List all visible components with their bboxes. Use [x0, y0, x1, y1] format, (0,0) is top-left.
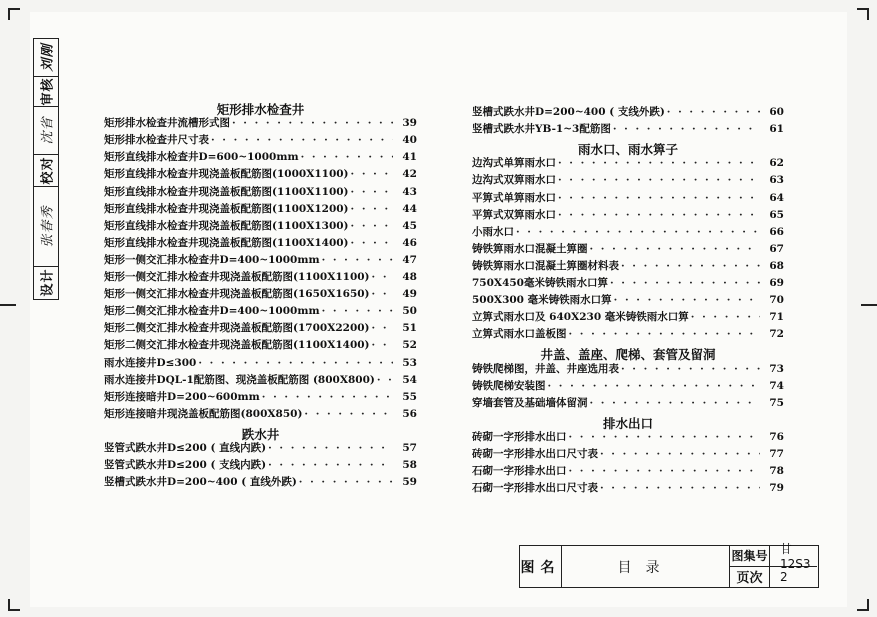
toc-entry-title: 矩形二侧交汇排水检查井现浇盖板配筋图(1100X1400): [104, 339, 370, 352]
toc-entry[interactable]: [104, 320, 417, 336]
dot-leader: [268, 440, 393, 456]
toc-entry-page: 60: [769, 106, 784, 118]
toc-entry-page: 53: [402, 356, 417, 369]
toc-entry-title: 矩形直线排水检查井现浇盖板配筋图(1000X1100): [104, 168, 349, 181]
title-block: [519, 542, 819, 588]
toc-entry[interactable]: [472, 224, 784, 240]
toc-entry-page: 65: [769, 208, 784, 221]
toc-entry-title: 竖槽式跌水井D=200~400 ( 支线外跌): [472, 106, 665, 118]
toc-entry[interactable]: [104, 218, 417, 234]
dot-leader: [351, 166, 393, 182]
design-signature: 张春秀: [34, 187, 58, 267]
toc-entry-page: 67: [769, 242, 784, 255]
toc-entry-title: 矩形直线排水检查井现浇盖板配筋图(1100X1400): [104, 236, 349, 249]
toc-entry-title: 平箅式双箅雨水口: [472, 208, 556, 221]
dot-leader: [304, 406, 393, 422]
crop-mark: [8, 8, 20, 20]
toc-entry[interactable]: [104, 389, 417, 405]
toc-entry-title: 矩形排水检查井流槽形式图: [104, 117, 230, 130]
toc-entry-title: 矩形一侧交汇排水检查井D=400~1000mm: [104, 253, 320, 266]
dot-leader: [351, 201, 393, 217]
toc-entry-title: 矩形直线排水检查井现浇盖板配筋图(1100X1200): [104, 202, 349, 215]
dot-leader: [558, 190, 760, 206]
toc-entry-page: 76: [769, 430, 784, 443]
toc-entry-page: 64: [769, 191, 784, 204]
dot-leader: [621, 361, 760, 377]
review-label: 审核: [34, 77, 58, 107]
toc-entry-page: 69: [769, 277, 784, 289]
toc-entry-page: 62: [769, 157, 784, 170]
toc-entry-page: 57: [402, 442, 417, 454]
toc-entry-page: 45: [402, 219, 417, 232]
toc-entry[interactable]: [472, 172, 784, 188]
toc-entry-title: 矩形二侧交汇排水检查井D=400~1000mm: [104, 305, 320, 318]
dot-leader: [613, 121, 760, 137]
toc-entry-page: 52: [402, 339, 417, 352]
toc-entry[interactable]: [104, 337, 417, 353]
toc-entry-title: 铸铁箅雨水口混凝土箅圈材料表: [472, 259, 619, 272]
dot-leader: [667, 104, 760, 120]
toc-entry-title: 立箅式雨水口盖板图: [472, 328, 567, 341]
toc-entry[interactable]: [472, 190, 784, 206]
dot-leader: [569, 326, 761, 342]
toc-entry-title: 铸铁爬梯图，井盖、井座选用表: [472, 362, 619, 375]
toc-entry-title: 立箅式雨水口及 640X230 毫米铸铁雨水口箅: [472, 311, 689, 324]
toc-entry-page: 50: [402, 305, 417, 318]
toc-entry[interactable]: [472, 207, 784, 223]
dot-leader: [558, 207, 760, 223]
crop-mark: [857, 599, 869, 611]
toc-entry-page: 55: [402, 390, 417, 403]
toc-entry[interactable]: [104, 406, 417, 422]
toc-entry-page: 42: [402, 168, 417, 181]
dot-leader: [322, 252, 393, 268]
toc-entry-title: 平箅式单箅雨水口: [472, 191, 556, 204]
toc-entry[interactable]: [472, 309, 784, 325]
toc-entry[interactable]: [472, 275, 784, 291]
dot-leader: [691, 309, 760, 325]
toc-entry-title: 矩形连接暗井现浇盖板配筋图(800X850): [104, 407, 303, 420]
toc-entry-page: 58: [402, 459, 417, 472]
title-name-label: 图名: [520, 546, 562, 587]
design-label: 设计: [40, 268, 56, 297]
toc-entry[interactable]: [472, 395, 784, 411]
toc-entry[interactable]: [472, 463, 784, 479]
toc-section-heading: 井盖、盖座、爬梯、套管及留洞: [540, 347, 716, 363]
toc-entry-page: 72: [769, 328, 784, 341]
dot-leader: [351, 218, 393, 234]
toc-entry[interactable]: [104, 166, 417, 182]
toc-entry-page: 71: [769, 311, 784, 324]
toc-entry[interactable]: [104, 355, 417, 371]
toc-entry-page: 59: [402, 476, 417, 489]
crop-mark: [857, 8, 869, 20]
toc-entry-title: 小雨水口: [472, 225, 514, 238]
toc-entry-page: 78: [769, 465, 784, 478]
dot-leader: [351, 184, 393, 200]
toc-entry[interactable]: [472, 480, 784, 496]
toc-entry-title: 铸铁爬梯安装图: [472, 379, 546, 392]
dot-leader: [516, 224, 760, 240]
check-label: 校对: [34, 155, 58, 187]
toc-entry[interactable]: [104, 457, 417, 473]
page-number-label: 页次: [730, 567, 770, 588]
dot-leader: [548, 378, 761, 394]
toc-entry-title: 雨水连接井D≤300: [104, 356, 197, 369]
toc-entry[interactable]: [104, 149, 417, 165]
toc-entry-page: 68: [769, 259, 784, 272]
center-mark-left: [0, 304, 16, 306]
dot-leader: [322, 303, 393, 319]
review-signature: 刘刚: [34, 39, 58, 77]
toc-entry-title: 竖槽式跌水井YB-1~3配筋图: [472, 123, 611, 136]
signature-strip: [33, 38, 59, 300]
toc-entry[interactable]: [472, 292, 784, 308]
toc-entry[interactable]: [472, 429, 784, 445]
toc-entry-title: 石砌一字形排水出口: [472, 465, 567, 478]
toc-entry[interactable]: [104, 201, 417, 217]
atlas-number-label: 图集号: [730, 546, 770, 566]
dot-leader: [211, 132, 393, 148]
toc-section-heading: 跌水井: [241, 426, 280, 442]
toc-entry-page: 41: [402, 151, 417, 164]
page-number-row: [730, 567, 817, 588]
toc-entry-title: 雨水连接井DQL-1配筋图、现浇盖板配筋图 (800X800): [104, 373, 375, 386]
dot-leader: [262, 389, 393, 405]
toc-section-heading: 矩形排水检查井: [216, 102, 305, 117]
toc-entry-page: 54: [402, 373, 417, 386]
toc-entry-page: 61: [769, 123, 784, 136]
dot-leader: [372, 320, 393, 336]
toc-entry-page: 51: [402, 322, 417, 335]
dot-leader: [569, 429, 761, 445]
dot-leader: [614, 292, 760, 308]
toc-entry-title: 砖砌一字形排水出口尺寸表: [472, 448, 598, 460]
toc-entry-page: 44: [402, 202, 417, 215]
toc-entry-title: 矩形二侧交汇排水检查井现浇盖板配筋图(1700X2200): [104, 322, 370, 335]
toc-entry[interactable]: [472, 155, 784, 171]
toc-entry[interactable]: [104, 132, 417, 148]
toc-entry-page: 47: [402, 253, 417, 266]
dot-leader: [232, 115, 393, 131]
toc-entry[interactable]: [472, 446, 784, 462]
atlas-number-row: [730, 542, 817, 572]
center-mark-right: [861, 304, 877, 306]
dot-leader: [590, 241, 761, 257]
toc-entry-title: 矩形排水检查井尺寸表: [104, 134, 209, 147]
dot-leader: [351, 235, 393, 251]
toc-entry-page: 40: [402, 134, 417, 147]
crop-mark: [8, 599, 20, 611]
dot-leader: [372, 337, 393, 353]
dot-leader: [301, 149, 393, 165]
toc-entry-page: 70: [769, 294, 784, 307]
toc-entry-page: 77: [769, 448, 784, 460]
toc-entry-title: 矩形一侧交汇排水检查井现浇盖板配筋图(1100X1100): [104, 271, 370, 283]
toc-entry-title: 穿墙套管及基础墙体留洞: [472, 396, 588, 409]
toc-entry-title: 矩形直线排水检查井现浇盖板配筋图(1100X1100): [104, 185, 349, 198]
toc-entry-title: 竖管式跌水井D≤200 ( 直线内跌): [104, 442, 267, 454]
toc-entry[interactable]: [104, 252, 417, 268]
toc-entry-page: 79: [769, 482, 784, 495]
toc-entry-title: 矩形连接暗井D=200~600mm: [104, 390, 260, 403]
toc-entry-title: 500X300 毫米铸铁雨水口箅: [472, 294, 612, 307]
toc-entry-page: 46: [402, 236, 417, 249]
toc-entry[interactable]: [104, 184, 417, 200]
toc-entry-title: 矩形一侧交汇排水检查井现浇盖板配筋图(1650X1650): [104, 288, 370, 301]
check-signature: 沈省: [34, 107, 58, 155]
toc-entry[interactable]: [472, 121, 784, 137]
toc-entry-page: 74: [769, 379, 784, 392]
toc-entry-page: 73: [769, 362, 784, 375]
dot-leader: [299, 474, 393, 490]
toc-entry-title: 竖管式跌水井D≤200 ( 支线内跌): [104, 459, 267, 472]
toc-entry[interactable]: [104, 440, 417, 456]
toc-entry[interactable]: [472, 361, 784, 377]
toc-entry-page: 63: [769, 174, 784, 187]
dot-leader: [590, 395, 761, 411]
toc-entry[interactable]: [104, 303, 417, 319]
dot-leader: [569, 463, 761, 479]
toc-entry-page: 56: [402, 407, 417, 420]
toc-entry-page: 39: [402, 117, 417, 130]
dot-leader: [610, 275, 760, 291]
toc-entry-page: 43: [402, 185, 417, 198]
toc-entry[interactable]: [472, 241, 784, 257]
drawing-title: 目录: [562, 546, 730, 587]
toc-entry[interactable]: [472, 258, 784, 274]
dot-leader: [600, 446, 760, 462]
toc-entry[interactable]: [472, 378, 784, 394]
atlas-number-value: 甘12S3: [780, 542, 811, 572]
dot-leader: [268, 457, 393, 473]
toc-entry[interactable]: [472, 326, 784, 342]
toc-entry-title: 石砌一字形排水出口尺寸表: [472, 482, 598, 495]
dot-leader: [372, 286, 393, 302]
toc-entry-title: 矩形直线排水检查井现浇盖板配筋图(1100X1300): [104, 219, 349, 232]
toc-entry[interactable]: [104, 235, 417, 251]
toc-entry[interactable]: [104, 372, 417, 388]
toc-entry-page: 66: [769, 225, 784, 238]
toc-section-heading: 雨水口、雨水箅子: [577, 142, 678, 158]
dot-leader: [621, 258, 760, 274]
dot-leader: [372, 269, 393, 285]
dot-leader: [377, 372, 393, 388]
toc-entry-page: 75: [769, 396, 784, 409]
toc-entry-title: 竖槽式跌水井D=200~400 ( 直线外跌): [104, 476, 297, 489]
dot-leader: [198, 355, 393, 371]
toc-entry-title: 铸铁箅雨水口混凝土箅圈: [472, 242, 588, 255]
toc-section-heading: 排水出口: [602, 415, 653, 431]
toc-entry[interactable]: [104, 269, 417, 285]
page-number-value: 2: [780, 569, 788, 584]
dot-leader: [600, 480, 760, 496]
toc-entry[interactable]: [104, 474, 417, 490]
toc-entry-title: 边沟式单箅雨水口: [472, 157, 556, 170]
dot-leader: [558, 155, 760, 171]
toc-entry-page: 48: [402, 271, 417, 283]
toc-entry[interactable]: [104, 286, 417, 302]
toc-entry-title: 750X450毫米铸铁雨水口箅: [472, 277, 608, 289]
dot-leader: [558, 172, 760, 188]
toc-entry-title: 边沟式双箅雨水口: [472, 174, 556, 187]
toc-entry-page: 49: [402, 288, 417, 301]
toc-entry[interactable]: [472, 104, 784, 120]
toc-entry-title: 矩形直线排水检查井D=600~1000mm: [104, 151, 299, 164]
toc-entry[interactable]: [104, 115, 417, 131]
toc-entry-title: 砖砌一字形排水出口: [472, 430, 567, 443]
